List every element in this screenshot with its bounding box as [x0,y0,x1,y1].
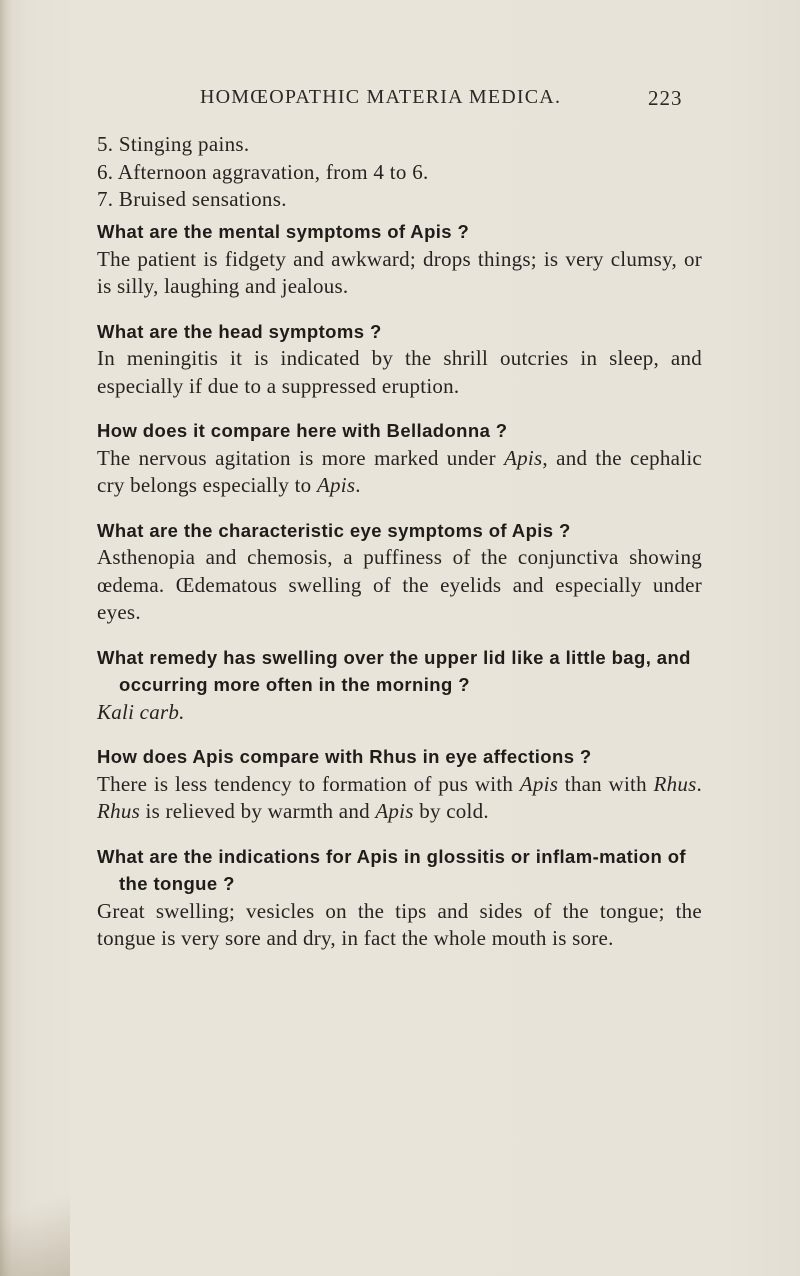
answer-text: The nervous agitation is more marked under [97,445,505,470]
remedy-name: Apis [316,473,356,497]
qa-section [97,218,702,970]
list-item: 7. Bruised sensations. [97,187,287,211]
answer-text: Great swelling; vesicles on the tips and sides of the tongue; the tongue is very sore and dry, in fact the whole mouth is sore. [97,898,702,950]
answer-text: There is less tendency to formation of pus with [97,771,520,796]
page-number: 223 [648,86,683,110]
question: How does Apis compare with Rhus in eye affections ? [97,746,592,767]
answer [97,898,702,953]
answer [97,445,702,500]
answer [97,246,702,301]
question: What remedy has swelling over the upper lid like a little bag, and occurring more often in the morning ? [97,646,691,695]
answer-text: . [355,473,361,497]
qa-block-belladonna [97,417,702,500]
list-item: 5. Stinging pains. [97,132,250,156]
running-title: HOMŒOPATHIC MATERIA MEDICA. [200,86,562,108]
answer [97,771,702,826]
question: What are the characteristic eye symptoms of Apis ? [97,519,571,541]
remedy-name: Kali carb. [97,699,185,724]
answer-text: In meningitis it is indicated by the shrill outcries in sleep, and especially if due to a suppressed eruption. [97,346,702,398]
remedy-name: Rhus [653,771,697,796]
answer-text: by cold. [413,799,489,823]
question: What are the mental symptoms of Apis ? [97,221,470,242]
answer-text: is relieved by warmth and [140,799,376,823]
remedy-name: Rhus [97,799,140,823]
symptom-list [97,131,429,214]
remedy-name: Apis [375,799,414,823]
qa-block-glossitis [97,843,702,953]
qa-block-mental [97,218,702,301]
page-corner-shadow [0,1160,70,1276]
list-item: 6. Afternoon aggravation, from 4 to 6. [97,159,429,184]
answer [97,699,702,727]
remedy-name: Apis [519,771,559,796]
answer-text: The patient is fidgety and awkward; drops things; is very clumsy, or is silly, laughing and jealous. [97,246,702,298]
question: What are the indications for Apis in glossitis or inflam-mation of the tongue ? [97,845,686,894]
question: How does it compare here with Belladonna ? [97,420,508,441]
qa-block-head [97,318,702,401]
qa-block-rhus [97,743,702,826]
answer-text: , and the cephalic cry belongs especially to [97,445,702,497]
page-spine-shadow [0,0,12,1276]
answer-text: than with [558,771,654,796]
remedy-name: Apis [504,445,543,470]
answer-text: . [696,771,702,796]
qa-block-upper-lid [97,644,702,727]
answer-text: Asthenopia and chemosis, a puffiness of the conjunctiva showing œdema. Œdematous swelling of the eyelids and especially under eyes. [97,545,702,624]
question: What are the head symptoms ? [97,320,382,342]
qa-block-eye [97,517,702,627]
answer [97,345,702,400]
answer [97,544,702,627]
